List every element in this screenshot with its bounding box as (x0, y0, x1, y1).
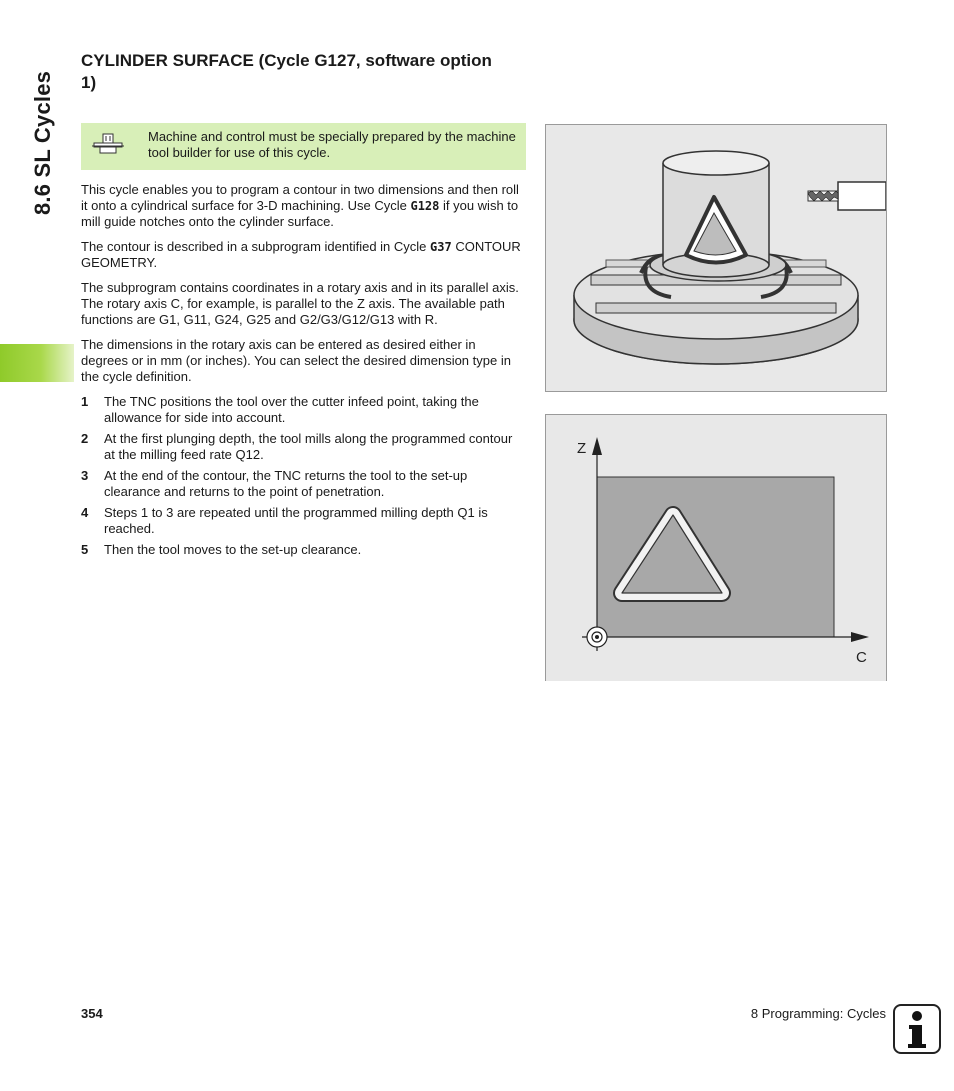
step-text: Then the tool moves to the set-up clearance. (104, 542, 362, 557)
step-item (81, 394, 525, 426)
step-number: 3 (81, 468, 89, 483)
paragraph-text: if you wish to mill guide notches onto the cylinder surface. (81, 198, 519, 229)
paragraph-subprogram: The subprogram contains coordinates in a rotary axis and in its parallel axis. The rotary axis C, for example, is parallel to the Z axis. The available path functions are G1, G11, G24, G25 and G2/G3/G12/G13 with R. (81, 280, 519, 327)
paragraph-text: The contour is described in a subprogram identified in Cycle (81, 239, 431, 254)
section-heading: CYLINDER SURFACE (Cycle G127, software option 1) (81, 51, 492, 92)
paragraph-text: CONTOUR GEOMETRY. (81, 239, 521, 270)
contour-plane-figure (545, 414, 887, 681)
axis-label-z: Z (577, 440, 587, 457)
step-text: At the first plunging depth, the tool mills along the programmed contour at the milling feed rate Q12. (104, 431, 513, 462)
paragraph-dimensions: The dimensions in the rotary axis can be entered as desired either in degrees or in mm (or inches). You can select the desired dimension type in the cycle definition. (81, 337, 511, 384)
axis-label-c: C (856, 649, 867, 666)
page-number: 354 (81, 1006, 103, 1021)
step-number: 2 (81, 431, 89, 446)
cylinder-illustration (546, 125, 886, 391)
chapter-tab-marker (0, 344, 74, 382)
paragraph-text: This cycle enables you to program a contour in two dimensions and then roll it onto a cylindrical surface for 3-D machining. Use Cycle (81, 182, 519, 213)
footer-chapter: 8 Programming: Cycles (750, 1006, 886, 1021)
cycle-code: G37 (430, 240, 452, 254)
step-text: Steps 1 to 3 are repeated until the programmed milling depth Q1 is reached. (104, 505, 488, 536)
contour-plane-diagram (546, 415, 886, 681)
cycle-code: G128 (410, 199, 440, 213)
step-number: 1 (81, 394, 89, 409)
step-item (81, 542, 525, 558)
machine-icon (91, 132, 125, 160)
cylinder-rotary-table-figure (545, 124, 887, 392)
step-item (81, 505, 525, 537)
step-number: 5 (81, 542, 89, 557)
step-text: At the end of the contour, the TNC returns the tool to the set-up clearance and returns to the point of penetration. (104, 468, 468, 499)
step-item (81, 468, 525, 500)
step-item (81, 431, 525, 463)
step-number: 4 (81, 505, 89, 520)
info-icon (893, 1004, 941, 1054)
machine-note-box (81, 123, 526, 170)
step-text: The TNC positions the tool over the cutter infeed point, taking the allowance for side into account. (104, 394, 479, 425)
paragraph-contour (81, 239, 525, 271)
process-steps (81, 394, 525, 558)
paragraph-intro (81, 182, 525, 230)
chapter-side-title: 8.6 SL Cycles (30, 70, 55, 215)
machine-note-text: Machine and control must be specially prepared by the machine tool builder for use of this cycle. (148, 129, 516, 160)
body-text (81, 182, 525, 563)
